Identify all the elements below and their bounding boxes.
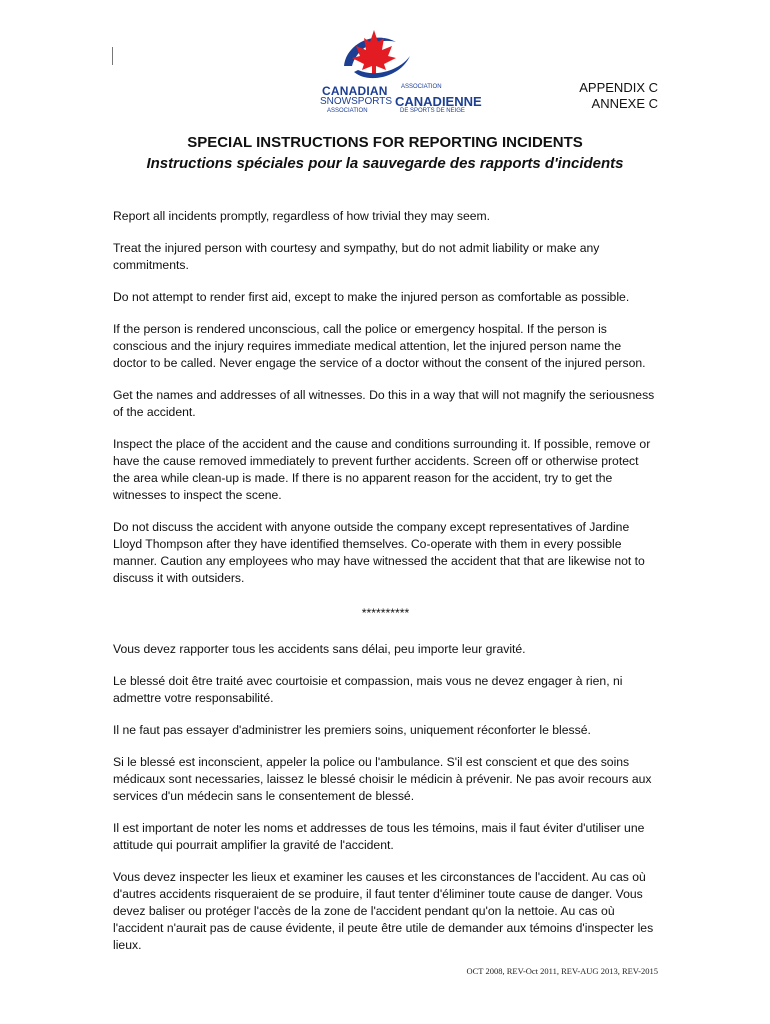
en-paragraph-7: Do not discuss the accident with anyone outside the company except representatives of Jardine Lloyd Thompson after they have identified themselves. Co-operate with them in every possible manner. Caution any employees who may have witnessed the accident that that are likewise not to discuss it with outsiders.: [113, 520, 645, 585]
logo-line3-main: ASSOCIATION: [327, 108, 368, 114]
logo-line2-side: CANADIENNE: [395, 94, 482, 109]
en-paragraph-4: If the person is rendered unconscious, call the police or emergency hospital. If the person is conscious and the injury requires immediate medical attention, let the injured person name the doctor to be called. Never engage the service of a doctor without the consent of the injured person.: [113, 322, 646, 370]
maple-leaf-swoosh-icon: [334, 26, 424, 86]
fr-paragraph-4: Si le blessé est inconscient, appeler la police ou l'ambulance. S'il est conscient et que des soins médicaux sont necessaries, laissez le blessé choisir le médicin à prévenir. Ne pas avoir recours aux services d'un médecin sans le consentement de blessé.: [113, 755, 652, 803]
fr-paragraph-5: Il est important de noter les noms et addresses de tous les témoins, mais il faut éviter d'utiliser une attitude qui pourrait amplifier la gravité de l'accident.: [113, 821, 645, 852]
appendix-label: [579, 80, 658, 112]
revision-footer: OCT 2008, REV-Oct 2011, REV-AUG 2013, REV-2015: [466, 966, 658, 976]
fr-paragraph-6: Vous devez inspecter les lieux et examiner les causes et les circonstances de l'accident. Au cas où d'autres accidents risqueraient de se produire, il faut tenter d'éliminer toute cause de danger. Vous devez baliser ou protéger l'accès de la zone de l'accident pendant qu'on la nettoie. Au cas où l'accident n'aurait pas de cause évidente, il peute être utile de demander aux témoins d'inspecter les lieux.: [113, 870, 654, 952]
logo-line3-side: DE SPORTS DE NEIGE: [400, 108, 465, 114]
fr-paragraph-3: Il ne faut pas essayer d'administrer les premiers soins, uniquement réconforter le blessé.: [113, 723, 591, 737]
fr-paragraph-1: Vous devez rapporter tous les accidents sans délai, peu importe leur gravité.: [113, 642, 526, 656]
logo-line1-main: CANADIAN: [322, 84, 388, 98]
en-paragraph-5: Get the names and addresses of all witnesses. Do this in a way that will not magnify the seriousness of the accident.: [113, 388, 655, 419]
css-logo: [316, 26, 482, 120]
en-paragraph-3: Do not attempt to render first aid, except to make the injured person as comfortable as possible.: [113, 290, 630, 304]
document-body: [113, 208, 658, 969]
page-subtitle: Instructions spéciales pour la sauvegarde des rapports d'incidents: [146, 155, 624, 172]
logo-line2-main: SNOWSPORTS: [320, 96, 393, 107]
text-cursor-mark: [112, 47, 113, 65]
appendix-en: APPENDIX C: [579, 80, 658, 95]
en-paragraph-6: Inspect the place of the accident and the cause and conditions surrounding it. If possible, remove or have the cause removed immediately to prevent further accidents. Screen off or otherwise protect the area while clean-up is made. If there is no apparent reason for the accident, try to get the witnesses to inspect the scene.: [113, 437, 651, 502]
fr-paragraph-2: Le blessé doit être traité avec courtoisie et compassion, mais vous ne devez engager à rien, ni admettre votre responsabilité.: [113, 674, 623, 705]
appendix-fr: ANNEXE C: [591, 96, 658, 111]
section-separator: **********: [361, 606, 410, 620]
logo-line1-side: ASSOCIATION: [401, 84, 442, 90]
page-title: SPECIAL INSTRUCTIONS FOR REPORTING INCIDENTS: [187, 134, 583, 151]
en-paragraph-1: Report all incidents promptly, regardless of how trivial they may seem.: [113, 209, 491, 223]
en-paragraph-2: Treat the injured person with courtesy and sympathy, but do not admit liability or make any commitments.: [113, 241, 600, 272]
